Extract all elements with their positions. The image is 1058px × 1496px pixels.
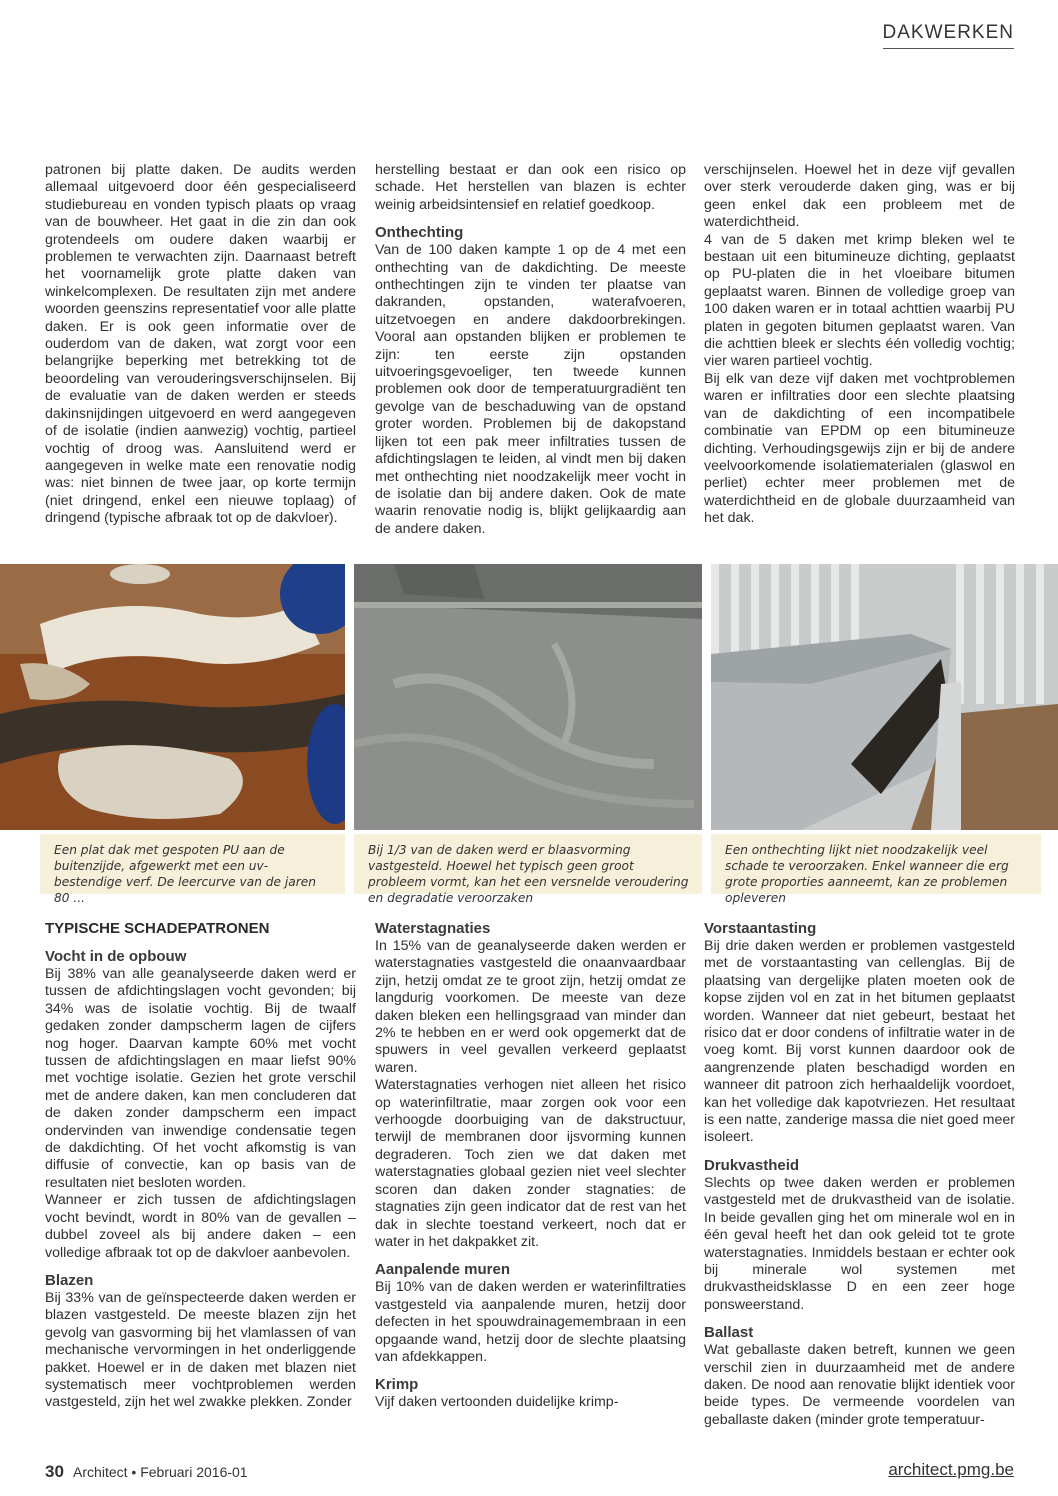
paragraph: Bij elk van deze vijf daken met vochtproblemen waren er infiltraties door een slechte plaatsing van de dakdichting of een incompatibele combinatie van EPDM op een bitumineuze dichting. Verhoudingsgewijs zijn er bij de andere veelvoorkomende isolatiematerialen (glaswol en perliet) echter meer problemen met de waterdichtheid en de globale duurzaamheid van het dak. <box>704 370 1015 527</box>
paragraph: 4 van de 5 daken met krimp bleken wel te bestaan uit een bitumineuze dichting, geplaatst op PU-platen die in het vloeibare bitumen geplaatst waren. Binnen de volledige groep van 100 daken waren er in totaal achttien waarbij PU platen in gegoten bitumen geplaatst waren. Van die achttien bleek er slechts één volledig vochtig; vier waren partieel vochtig. <box>704 231 1015 370</box>
paragraph: Bij 33% van de geïnspecteerde daken werden er blazen vastgesteld. De meeste blazen zijn het gevolg van gasvorming bij het vlamlassen of van mechanische vervormingen in het onderliggende pakket. Hoewel er in de daken met blazen niet systematisch meer vochtproblemen werden vastgesteld, zijn het wel zwakke plekken. Zonder <box>45 1289 356 1411</box>
paragraph: Waterstagnaties verhogen niet alleen het risico op waterinfiltratie, maar zorgen ook voor een verhoogde doorbuiging van de dakstructuur, terwijl de membranen door ijsvorming kunnen degraderen. Toch zien we dat daken met waterstagnaties globaal gezien niet veel slechter scoren dan daken zonder stagnaties: de stagnaties zijn geen indicator dat de rest van het dak in slechte toestand verkeert, noch dat er water in het dakpakket zit. <box>375 1077 686 1250</box>
photo-detached-upstand <box>711 564 1058 830</box>
subheading-vocht: Vocht in de opbouw <box>45 948 187 965</box>
section-tag: DAKWERKEN <box>883 22 1014 49</box>
column-2 <box>375 162 686 538</box>
subheading-krimp: Krimp <box>375 1376 419 1394</box>
photo-caption-1: Een plat dak met gespoten PU aan de buitenzijde, afgewerkt met een uv-bestendige verf. De leercurve van de jaren 80 ... <box>40 834 345 894</box>
paragraph: In 15% van de geanalyseerde daken werden er waterstagnaties vastgesteld die onaanvaardbaar zijn, hetzij omdat ze te groot zijn, hetzij omdat ze langdurig voorkomen. De meeste van deze daken bleken een hellingsgraad van minder dan 2% te hebben en er werd ook opgemerkt dat de spuwers in veel gevallen verkeerd geplaatst waren. <box>375 938 686 1076</box>
paragraph: Slechts op twee daken werden er problemen vastgesteld met de drukvastheid van de isolatie. In beide gevallen ging het om minerale wol en in één geval heeft het dan ook geleid tot te grote waterstagnaties. Inmiddels bestaan er echter ook bij minerale wol systemen met drukvastheidsklasse D en een zeer hoge ponsweerstand. <box>704 1174 1015 1313</box>
column-6 <box>704 920 1015 1429</box>
paragraph: Bij 38% van alle geanalyseerde daken werd er tussen de afdichtingslagen vocht gevonden; bij 34% was de isolatie vochtig. Bij de twaalf gedaken zonder dampscherm lagen de cijfers nog hoger. Daarvan kampte 60% met vocht tussen de afdichtingslagen en maar liefst 90% met vochtige isolatie. Gezien het grote verschil met de andere daken, kan men concluderen dat de daken zonder dampscherm een impact ondervinden van inwendige condensatie tegen de dakdichting. Of het vocht afkomstig is van diffusie of convectie, kan op basis van de resultaten niet besloten worden. <box>45 966 356 1191</box>
paragraph: Wanneer er zich tussen de afdichtingslagen vocht bevindt, wordt in 80% van de gevallen – dubbel zoveel als bij andere daken – een volledige afbraak tot op de dakvloer aanbevolen. <box>45 1192 356 1261</box>
paragraph: Wat geballaste daken betreft, kunnen we geen verschil zien in duurzaamheid met de andere daken. De nood aan renovatie blijkt identiek voor beide types. De vermeende voordelen van geballaste daken (minder grote temperatuur- <box>704 1342 1015 1428</box>
paragraph: Vijf daken vertoonden duidelijke krimp- <box>375 1394 619 1411</box>
paragraph: Van de 100 daken kampte 1 op de 4 met een onthechting van de dakdichting. De meeste onthechtingen zijn te vinden ter plaatse van dakranden, opstanden, waterafvoeren, uitzetvoegen en andere dakdoorbrekingen. Vooral aan opstanden blijken er problemen te zijn: ten eerste zijn opstanden uitvoeringsgevoeliger, ten tweede kunnen problemen ook door de temperatuurgradiënt ten gevolge van de beschaduwing van de opstand groter worden. Problemen bij de dakopstand lijken tot een pak meer infiltraties tussen de afdichtingslagen te leiden, al vindt men bij daken met onthechting niet noodzakelijk meer vocht in de isolatie dan bij andere daken. Ook de mate waarin renovatie nodig is, blijkt gelijkaardig aan de andere daken. <box>375 242 686 537</box>
publication-info: Architect • Februari 2016-01 <box>73 1464 248 1480</box>
column-1 <box>45 162 356 528</box>
subheading-onthechting: Onthechting <box>375 224 464 242</box>
photo-caption-2: Bij 1/3 van de daken werd er blaasvorming vastgesteld. Hoewel het typisch geen groot probleem vormt, kan het een versnelde veroudering en degradatie veroorzaken <box>354 834 702 894</box>
subheading-aanpalende-muren: Aanpalende muren <box>375 1261 511 1279</box>
paragraph: verschijnselen. Hoewel het in deze vijf gevallen over sterk verouderde daken ging, was er bij geen enkel dak een probleem met de waterdichtheid. <box>704 162 1015 231</box>
subheading-vorstaantasting: Vorstaantasting <box>704 920 817 937</box>
footer-left <box>45 1462 248 1482</box>
column-5 <box>375 920 686 1412</box>
photo-pu-roof <box>0 564 345 830</box>
column-4 <box>45 920 356 1412</box>
paragraph: Bij 10% van de daken werden er waterinfiltraties vastgesteld via aanpalende muren, hetzij door defecten in het spouwdrainagemembraan in een opgaande wand, hetzij door de slechte plaatsing van afdekkappen. <box>375 1279 686 1365</box>
subheading-blazen: Blazen <box>45 1271 94 1289</box>
paragraph: herstelling bestaat er dan ook een risico op schade. Het herstellen van blazen is echter weinig arbeidsintensief en relatief goedkoop. <box>375 162 686 213</box>
column-3 <box>704 162 1015 528</box>
subheading-waterstagnaties: Waterstagnaties <box>375 920 491 937</box>
paragraph: patronen bij platte daken. De audits werden allemaal uitgevoerd door één gespecialiseerd studiebureau en vonden typisch plaats op vraag van de bouwheer. Het gaat in die zin dan ook grotendeels om oudere daken waarbij er problemen te verwachten zijn. Daarnaast betreft het voornamelijk grote platte daken van winkelcomplexen. De resultaten zijn met andere woorden geenszins representatief voor alle platte daken. Er is ook geen informatie over de ouderdom van de daken, wat zorgt voor een belangrijke beperking met betrekking tot de beoordeling van verouderingsverschijnselen. Bij de evaluatie van de daken werden er steeds dakinsnijdingen uitgevoerd en werd aangegeven of de isolatie (indien aanwezig) vochtig, partieel vochtig of droog was. Aansluitend werd er aangegeven in welke mate een renovatie nodig was: niet binnen de twee jaar, op korte termijn (niet dringend, enkel een nieuwe toplaag) of dringend (typische afbraak tot op de dakvloer). <box>45 162 356 527</box>
photo-blistered-roof <box>354 564 702 830</box>
section-heading: TYPISCHE SCHADEPATRONEN <box>45 920 270 937</box>
subheading-drukvastheid: Drukvastheid <box>704 1156 800 1174</box>
subheading-ballast: Ballast <box>704 1324 754 1342</box>
photo-caption-3: Een onthechting lijkt niet noodzakelijk veel schade te veroorzaken. Enkel wanneer die erg grote proporties aanneemt, kan ze problemen opleveren <box>711 834 1041 894</box>
paragraph: Bij drie daken werden er problemen vastgesteld met de vorstaantasting van cellenglas. Bij de plaatsing van dergelijke platen moeten ook de kopse zijden vol en zat in het bitumen geplaatst worden. Wanneer dat niet gebeurt, bestaat het risico dat er door condens of infiltratie water in de voeg komt. Bij vorst kunnen daardoor ook de aangrenzende platen beschadigd worden en wanneer dit patroon zich herhaaldelijk voordoet, kan het volledige dak kapotvriezen. Het resultaat is een natte, zanderige massa die niet goed meer isoleert. <box>704 938 1015 1146</box>
footer-url[interactable]: architect.pmg.be <box>888 1460 1014 1479</box>
page-number: 30 <box>45 1462 64 1481</box>
